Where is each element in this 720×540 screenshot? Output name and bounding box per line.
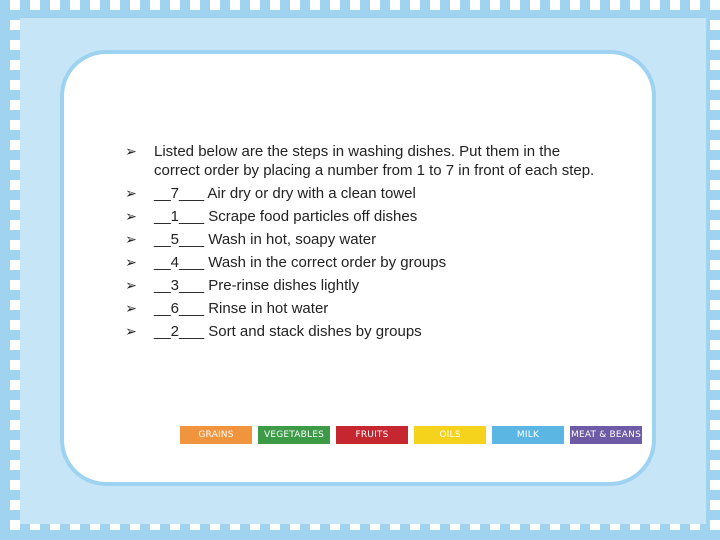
arrow-bullet-icon: ➢: [125, 185, 137, 201]
step-text: __7___ Air dry or dry with a clean towel: [154, 185, 416, 202]
food-group-milk: MILK: [492, 426, 564, 444]
step-text: __2___ Sort and stack dishes by groups: [154, 323, 422, 340]
step-text: __4___ Wash in the correct order by groups: [154, 254, 447, 271]
list-item: [124, 230, 604, 249]
food-group-grains: GRAINS: [180, 426, 252, 444]
steps-list: [124, 142, 604, 345]
list-item: [124, 322, 604, 341]
arrow-bullet-icon: ➢: [125, 231, 137, 247]
list-item: [124, 276, 604, 295]
step-text: __1___ Scrape food particles off dishes: [154, 208, 418, 225]
list-item: [124, 207, 604, 226]
arrow-bullet-icon: ➢: [125, 254, 137, 270]
food-group-fruits: FRUITS: [336, 426, 408, 444]
list-item: [124, 299, 604, 318]
arrow-bullet-icon: ➢: [125, 208, 137, 224]
list-item: [124, 253, 604, 272]
food-group-vegetables: VEGETABLES: [258, 426, 330, 444]
arrow-bullet-icon: ➢: [125, 277, 137, 293]
intro-text: Listed below are the steps in washing dishes. Put them in the correct order by placing a number from 1 to 7 in front of each step.: [154, 143, 595, 179]
food-group-oils: OILS: [414, 426, 486, 444]
food-group-meat-beans: MEAT & BEANS: [570, 426, 642, 444]
step-text: __3___ Pre-rinse dishes lightly: [154, 277, 360, 294]
step-text: __5___ Wash in hot, soapy water: [154, 231, 377, 248]
arrow-bullet-icon: ➢: [125, 143, 137, 159]
intro-item: [124, 142, 604, 180]
step-text: __6___ Rinse in hot water: [154, 300, 329, 317]
arrow-bullet-icon: ➢: [125, 323, 137, 339]
list-item: [124, 184, 604, 203]
arrow-bullet-icon: ➢: [125, 300, 137, 316]
